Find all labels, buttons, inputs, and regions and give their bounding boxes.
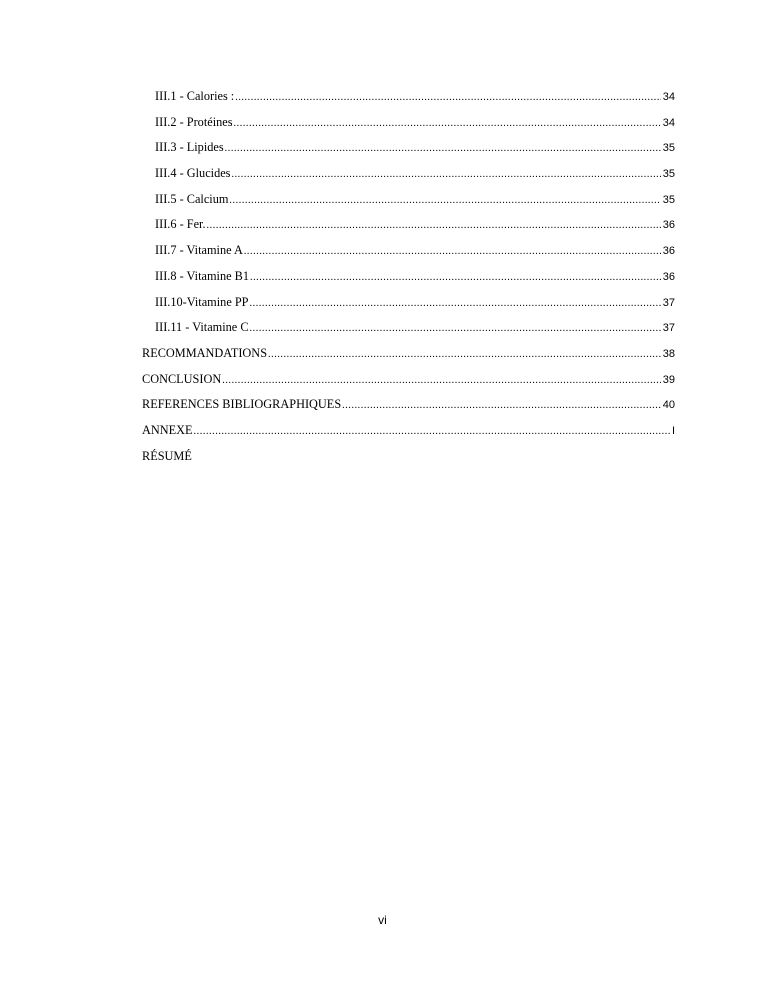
toc-entry-vitamine-c[interactable] xyxy=(142,318,675,344)
toc-entry-vitamine-a[interactable] xyxy=(142,241,675,267)
toc-entry-glucides[interactable] xyxy=(142,164,675,190)
toc-dot-leader xyxy=(194,423,670,441)
toc-entry-title: III.3 - Lipides xyxy=(155,140,224,155)
toc-entry-page: 34 xyxy=(662,116,675,129)
toc-entry-recommandations[interactable] xyxy=(142,344,675,370)
toc-entry-title: ANNEXE xyxy=(142,422,193,437)
toc-dot-leader xyxy=(250,320,661,338)
toc-entry-vitamine-b1[interactable] xyxy=(142,267,675,293)
toc-dot-leader xyxy=(225,140,661,158)
toc-entry-title: III.1 - Calories : xyxy=(155,89,235,103)
toc-entry-title: III.8 - Vitamine B1 xyxy=(155,268,249,283)
toc-entry-page: 37 xyxy=(662,296,675,309)
toc-entry-fer[interactable] xyxy=(142,215,675,241)
toc-dot-leader xyxy=(229,192,660,210)
toc-dot-leader xyxy=(207,217,661,235)
toc-entry-page: 40 xyxy=(662,399,675,412)
toc-dot-leader xyxy=(222,372,660,390)
toc-entry-page: 36 xyxy=(662,245,675,258)
toc-dot-leader xyxy=(235,89,661,107)
toc-entry-calories[interactable] xyxy=(142,87,675,113)
toc-entry-title: III.7 - Vitamine A xyxy=(155,243,243,258)
toc-entry-proteines[interactable] xyxy=(142,113,675,139)
toc-dot-leader xyxy=(250,269,661,287)
toc-entry-page: 36 xyxy=(662,270,675,283)
toc-entry-page: 35 xyxy=(662,193,675,206)
toc-entry-title: III.10-Vitamine PP xyxy=(155,294,249,309)
toc-entry-lipides[interactable] xyxy=(142,138,675,164)
toc-entry-title: RECOMMANDATIONS xyxy=(142,345,268,360)
toc-entry-page: 39 xyxy=(662,373,675,386)
toc-entry-title: RÉSUMÉ xyxy=(142,448,192,463)
toc-entry-calcium[interactable] xyxy=(142,190,675,216)
toc-entry-title: CONCLUSION xyxy=(142,371,222,386)
toc-entry-title: III.2 - Protéines xyxy=(155,114,233,129)
toc-dot-leader xyxy=(234,115,661,133)
toc-entry-page: I xyxy=(671,424,675,437)
toc-entry-resume[interactable] xyxy=(142,447,675,473)
toc-entry-page: 36 xyxy=(662,219,675,232)
toc-entry-title: III.4 - Glucides xyxy=(155,166,231,181)
toc-dot-leader xyxy=(244,243,661,261)
toc-dot-leader xyxy=(342,397,661,415)
toc-entry-conclusion[interactable] xyxy=(142,370,675,396)
toc-entry-page: 35 xyxy=(662,142,675,155)
toc-entry-title: III.6 - Fer. xyxy=(155,217,206,232)
toc-entry-page: 38 xyxy=(662,347,675,360)
toc-entry-annexe[interactable] xyxy=(142,421,675,447)
toc-dot-leader xyxy=(231,166,660,184)
toc-dot-leader xyxy=(268,346,661,364)
toc-entry-title: III.11 - Vitamine C xyxy=(155,320,249,335)
toc-entry-page: 37 xyxy=(662,322,675,335)
toc-entry-page: 35 xyxy=(662,168,675,181)
toc-entry-page: 34 xyxy=(662,91,675,103)
table-of-contents xyxy=(142,87,675,472)
toc-dot-leader xyxy=(250,295,661,313)
toc-entry-title: III.5 - Calcium xyxy=(155,191,229,206)
toc-entry-references[interactable] xyxy=(142,395,675,421)
toc-entry-title: REFERENCES BIBLIOGRAPHIQUES xyxy=(142,397,342,412)
toc-entry-vitamine-pp[interactable] xyxy=(142,293,675,319)
page-number: vi xyxy=(378,913,387,927)
